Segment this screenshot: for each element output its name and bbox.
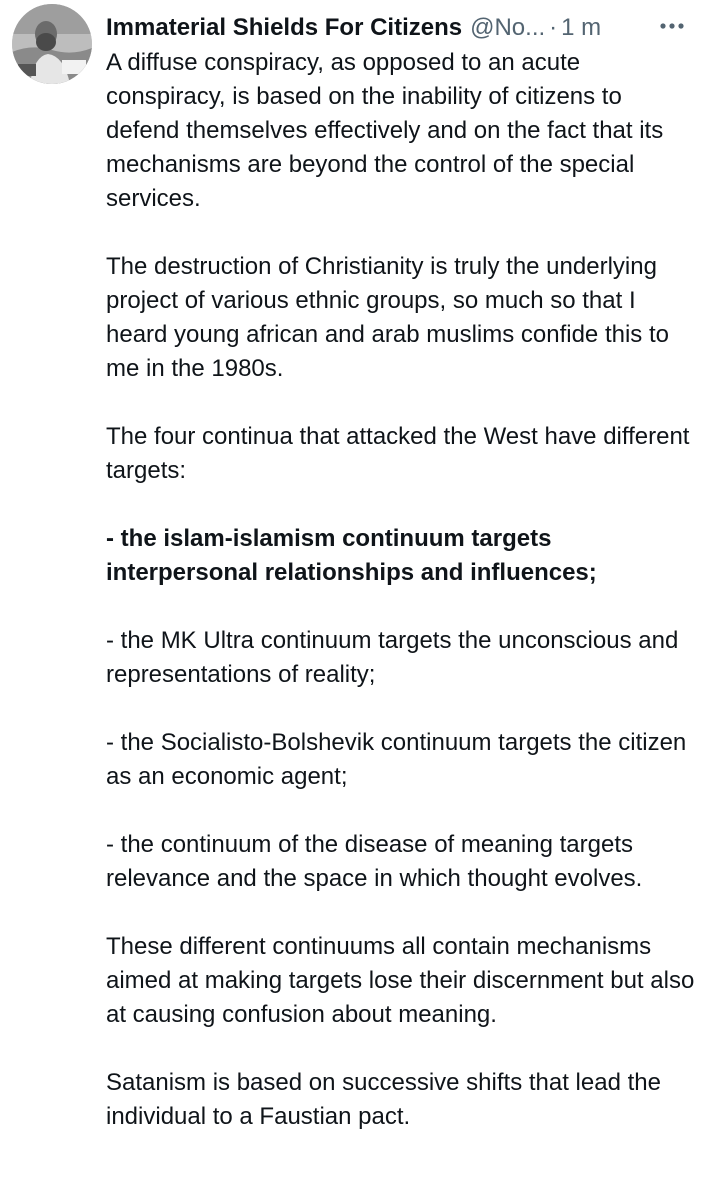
- more-options-button[interactable]: [647, 10, 687, 42]
- profile-photo-icon: [12, 4, 92, 84]
- author-display-name[interactable]: Immaterial Shields For Citizens: [106, 14, 463, 41]
- tweet-paragraph: - the Socialisto-Bolshevik continuum targets the citizen as an economic agent;: [106, 729, 687, 790]
- tweet-paragraph: - the continuum of the disease of meaning targets relevance and the space in which thought evolves.: [106, 831, 643, 892]
- avatar[interactable]: [12, 4, 92, 84]
- author-handle[interactable]: @No...: [470, 14, 546, 41]
- tweet-paragraph: - the MK Ultra continuum targets the unconscious and representations of reality;: [106, 627, 679, 688]
- separator-dot: ·: [549, 14, 558, 41]
- tweet-paragraph: The destruction of Christianity is truly the underlying project of various ethnic groups, so much so that I heard young african and arab muslims confide this to me in the 1980s.: [106, 253, 669, 382]
- tweet-paragraph: These different continuums all contain mechanisms aimed at making targets lose their discernment but also at causing confusion about meaning.: [106, 933, 695, 1028]
- tweet-paragraph: A diffuse conspiracy, as opposed to an acute conspiracy, is based on the inability of citizens to defend themselves effectively and on the fact that its mechanisms are beyond the control of the special services.: [106, 49, 664, 212]
- tweet-paragraph-bold: - the islam-islamism continuum targets interpersonal relationships and influences;: [106, 525, 597, 586]
- tweet-text: [106, 46, 696, 1168]
- tweet-header: [106, 10, 687, 46]
- tweet-paragraph: Satanism is based on successive shifts that lead the individual to a Faustian pact.: [106, 1069, 661, 1130]
- post-timestamp[interactable]: 1 m: [561, 14, 602, 41]
- more-horizontal-icon: [657, 11, 687, 41]
- tweet-paragraph: The four continua that attacked the West have different targets:: [106, 423, 690, 484]
